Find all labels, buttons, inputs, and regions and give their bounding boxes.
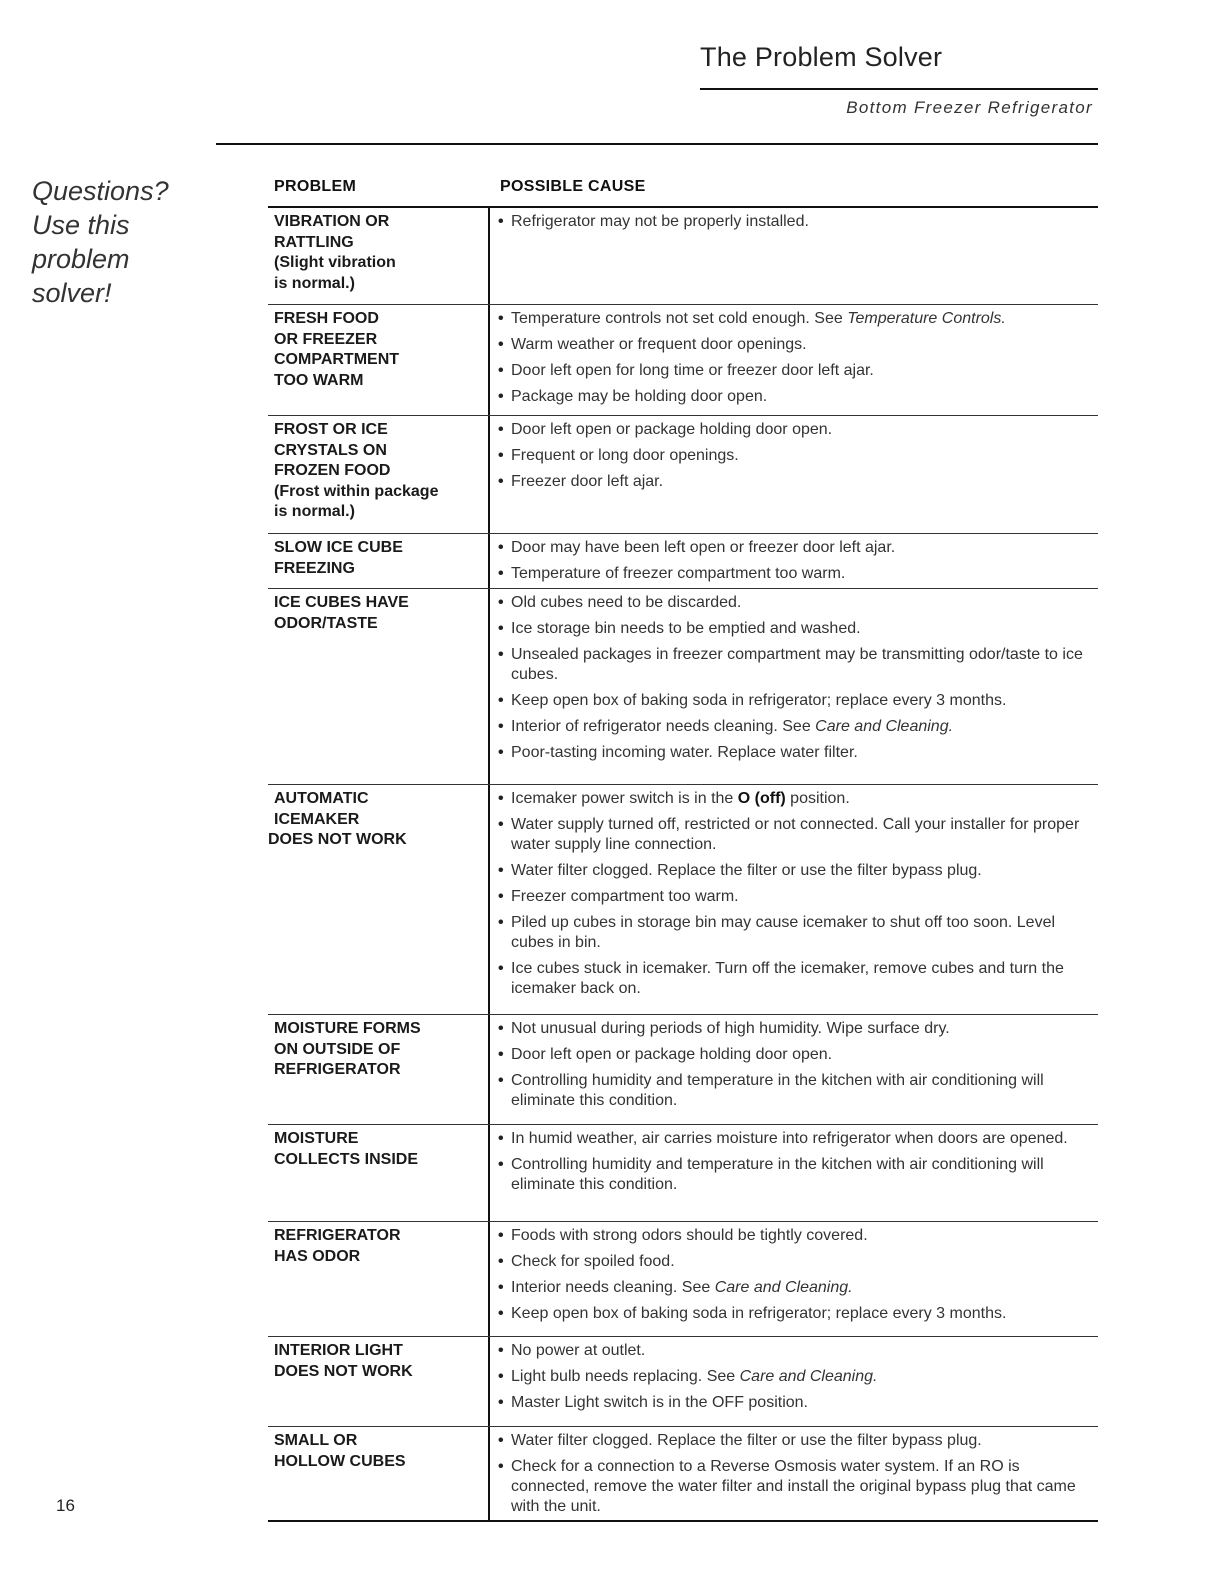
cause-text: Door left open or package holding door open.	[511, 1046, 833, 1063]
problem-line: REFRIGERATOR	[274, 1227, 401, 1244]
cause-text: Ice storage bin needs to be emptied and washed.	[511, 620, 861, 637]
problem-line: FROST OR ICE	[274, 421, 388, 438]
problem-line: DOES NOT WORK	[274, 1362, 413, 1380]
cause-text: Piled up cubes in storage bin may cause icemaker to shut off too soon. Level cubes in bin.	[511, 914, 1056, 951]
cause-item	[498, 1226, 1098, 1246]
problem-line: ODOR/TASTE	[274, 614, 378, 632]
problem-line: VIBRATION OR	[274, 213, 390, 230]
cause-text: Door left open for long time or freezer door left ajar.	[511, 362, 874, 379]
cause-item	[498, 1304, 1098, 1324]
page-subtitle: Bottom Freezer Refrigerator	[846, 98, 1093, 117]
problem-line: FREEZING	[274, 559, 355, 577]
problem-line: COMPARTMENT	[274, 351, 400, 368]
cause-item	[498, 564, 1098, 584]
cause-cell	[490, 785, 1098, 1014]
cause-item	[498, 1457, 1098, 1517]
cause-text: No power at outlet.	[511, 1342, 646, 1359]
cause-item	[498, 1019, 1098, 1039]
page-number: 16	[56, 1496, 75, 1515]
cause-item	[498, 1367, 1098, 1387]
cause-item	[498, 1071, 1098, 1111]
cause-text: Icemaker power switch is in the	[511, 790, 738, 807]
cause-text: Controlling humidity and temperature in the kitchen with air conditioning will eliminate this condition.	[511, 1072, 1044, 1109]
problem-line: ICEMAKER	[274, 810, 360, 828]
table-header	[268, 178, 1098, 206]
cause-cell	[490, 208, 1098, 304]
table-row	[268, 1124, 1098, 1221]
cause-item	[498, 1341, 1098, 1361]
cause-item	[498, 691, 1098, 711]
cause-item	[498, 1045, 1098, 1065]
problem-line: FROZEN FOOD	[274, 462, 391, 479]
problem-cell	[268, 1337, 490, 1426]
problem-line: INTERIOR LIGHT	[274, 1342, 403, 1359]
cause-text: Old cubes need to be discarded.	[511, 594, 742, 611]
cause-text: Check for spoiled food.	[511, 1253, 675, 1270]
cause-item	[498, 387, 1098, 407]
problem-line: (Frost within package	[274, 482, 439, 500]
cause-item	[498, 309, 1098, 329]
problem-column-header: PROBLEM	[274, 178, 357, 195]
table-body	[268, 206, 1098, 1522]
cause-text: Refrigerator may not be properly installed.	[511, 213, 809, 230]
table-row	[268, 415, 1098, 533]
cause-cell	[490, 1337, 1098, 1426]
page-title: The Problem Solver	[700, 42, 943, 72]
problem-cell	[268, 589, 490, 784]
cause-cell	[490, 1427, 1098, 1520]
cause-item	[498, 619, 1098, 639]
table-row	[268, 304, 1098, 415]
table-row	[268, 533, 1098, 588]
cause-text: Water supply turned off, restricted or not connected. Call your installer for proper water supply line connection.	[511, 816, 1080, 853]
problem-line: AUTOMATIC	[274, 790, 369, 807]
problem-line: REFRIGERATOR	[274, 1061, 401, 1078]
cause-text: Keep open box of baking soda in refrigerator; replace every 3 months.	[511, 1305, 1007, 1322]
cause-item	[498, 789, 1098, 809]
cause-item	[498, 212, 1098, 232]
cause-cell	[490, 589, 1098, 784]
cause-item	[498, 593, 1098, 613]
problem-line: (Slight vibration	[274, 254, 396, 271]
problem-cell	[268, 208, 490, 304]
sidebar-line: Use this	[32, 210, 130, 240]
cause-item	[498, 815, 1098, 855]
cause-item	[498, 1278, 1098, 1298]
problem-line: SMALL OR	[274, 1432, 358, 1449]
cause-list	[498, 212, 1098, 232]
problem-cell	[268, 1125, 490, 1221]
problem-cell	[268, 785, 490, 1014]
cause-list	[498, 309, 1098, 407]
problem-line: MOISTURE	[274, 1130, 359, 1147]
cause-list	[498, 1226, 1098, 1324]
problem-line: TOO WARM	[274, 371, 364, 389]
cause-text: Temperature Controls.	[847, 310, 1006, 327]
cause-item	[498, 887, 1098, 907]
cause-text: Poor-tasting incoming water. Replace water filter.	[511, 744, 858, 761]
title-rule	[700, 88, 1098, 90]
cause-list	[498, 789, 1098, 999]
problem-line: RATTLING	[274, 233, 354, 251]
cause-list	[498, 1341, 1098, 1413]
problem-line: SLOW ICE CUBE	[274, 539, 403, 556]
cause-text: Not unusual during periods of high humidity. Wipe surface dry.	[511, 1020, 950, 1037]
cause-item	[498, 913, 1098, 953]
cause-list	[498, 1129, 1098, 1195]
cause-item	[498, 420, 1098, 440]
cause-cell	[490, 1222, 1098, 1336]
cause-list	[498, 538, 1098, 584]
cause-list	[498, 1431, 1098, 1517]
table-row	[268, 1336, 1098, 1426]
cause-text: Interior of refrigerator needs cleaning. See	[511, 718, 816, 735]
cause-text: Controlling humidity and temperature in the kitchen with air conditioning will eliminate this condition.	[511, 1156, 1044, 1193]
cause-text: O (off)	[737, 790, 786, 807]
problem-line: HAS ODOR	[274, 1247, 361, 1265]
cause-item	[498, 861, 1098, 881]
cause-text: Interior needs cleaning. See	[511, 1279, 715, 1296]
problem-cell	[268, 416, 490, 533]
problem-line: DOES NOT WORK	[268, 831, 407, 848]
problem-cell	[268, 1222, 490, 1336]
cause-item	[498, 743, 1098, 763]
cause-item	[498, 361, 1098, 381]
cause-text: Keep open box of baking soda in refrigerator; replace every 3 months.	[511, 692, 1007, 709]
table-row	[268, 1014, 1098, 1124]
problem-line: HOLLOW CUBES	[274, 1452, 406, 1470]
cause-list	[498, 420, 1098, 492]
cause-text: position.	[785, 790, 850, 807]
cause-list	[498, 593, 1098, 763]
header-rule	[216, 143, 1098, 145]
cause-text: Master Light switch is in the OFF position.	[511, 1394, 808, 1411]
cause-text: Foods with strong odors should be tightly covered.	[511, 1227, 868, 1244]
table-row	[268, 1426, 1098, 1520]
cause-item	[498, 1393, 1098, 1413]
cause-text: Unsealed packages in freezer compartment may be transmitting odor/taste to ice cubes.	[511, 646, 1083, 683]
sidebar-line: problem	[32, 244, 130, 274]
problem-cell	[268, 534, 490, 588]
cause-item	[498, 335, 1098, 355]
cause-item	[498, 1155, 1098, 1195]
cause-text: Temperature controls not set cold enough. See	[511, 310, 848, 327]
cause-text: Care and Cleaning.	[739, 1368, 878, 1385]
cause-text: Ice cubes stuck in icemaker. Turn off the icemaker, remove cubes and turn the icemaker back on.	[511, 960, 1064, 997]
cause-text: Freezer door left ajar.	[511, 473, 664, 490]
cause-item	[498, 717, 1098, 737]
table-row	[268, 208, 1098, 304]
cause-cell	[490, 534, 1098, 588]
cause-column-header: POSSIBLE CAUSE	[500, 178, 646, 195]
cause-cell	[490, 1125, 1098, 1221]
problem-line: is normal.)	[274, 274, 355, 292]
sidebar-prompt	[32, 174, 222, 310]
cause-item	[498, 959, 1098, 999]
problem-line: ICE CUBES HAVE	[274, 594, 409, 611]
cause-text: Door may have been left open or freezer door left ajar.	[511, 539, 896, 556]
cause-cell	[490, 416, 1098, 533]
cause-text: Light bulb needs replacing. See	[511, 1368, 740, 1385]
sidebar-line: Questions?	[32, 176, 169, 206]
cause-cell	[490, 1015, 1098, 1124]
cause-text: Freezer compartment too warm.	[511, 888, 739, 905]
cause-item	[498, 446, 1098, 466]
problem-line: COLLECTS INSIDE	[274, 1150, 419, 1168]
table-row	[268, 588, 1098, 784]
cause-text: Care and Cleaning.	[815, 718, 954, 735]
cause-text: Temperature of freezer compartment too warm.	[511, 565, 846, 582]
problem-line: OR FREEZER	[274, 330, 378, 348]
problem-line: is normal.)	[274, 503, 355, 520]
cause-text: Check for a connection to a Reverse Osmosis water system. If an RO is connected, remove the water filter and install the original bypass plug that came with the unit.	[511, 1458, 1076, 1515]
problem-line: ON OUTSIDE OF	[274, 1040, 401, 1058]
problem-solver-table	[268, 178, 1098, 1522]
cause-item	[498, 1129, 1098, 1149]
cause-list	[498, 1019, 1098, 1111]
problem-cell	[268, 1427, 490, 1520]
cause-text: Care and Cleaning.	[714, 1279, 853, 1296]
table-row	[268, 1221, 1098, 1336]
table-row	[268, 784, 1098, 1014]
cause-item	[498, 472, 1098, 492]
cause-text: In humid weather, air carries moisture into refrigerator when doors are opened.	[511, 1130, 1068, 1147]
cause-text: Water filter clogged. Replace the filter or use the filter bypass plug.	[511, 862, 982, 879]
problem-line: MOISTURE FORMS	[274, 1020, 421, 1037]
cause-item	[498, 1431, 1098, 1451]
problem-cell	[268, 1015, 490, 1124]
cause-text: Package may be holding door open.	[511, 388, 768, 405]
cause-item	[498, 645, 1098, 685]
sidebar-line: solver!	[32, 278, 112, 308]
cause-cell	[490, 305, 1098, 415]
problem-cell	[268, 305, 490, 415]
cause-text: Door left open or package holding door open.	[511, 421, 833, 438]
cause-text: Warm weather or frequent door openings.	[511, 336, 807, 353]
cause-item	[498, 538, 1098, 558]
cause-item	[498, 1252, 1098, 1272]
cause-text: Frequent or long door openings.	[511, 447, 739, 464]
problem-line: FRESH FOOD	[274, 310, 379, 327]
problem-line: CRYSTALS ON	[274, 441, 387, 459]
cause-text: Water filter clogged. Replace the filter or use the filter bypass plug.	[511, 1432, 982, 1449]
